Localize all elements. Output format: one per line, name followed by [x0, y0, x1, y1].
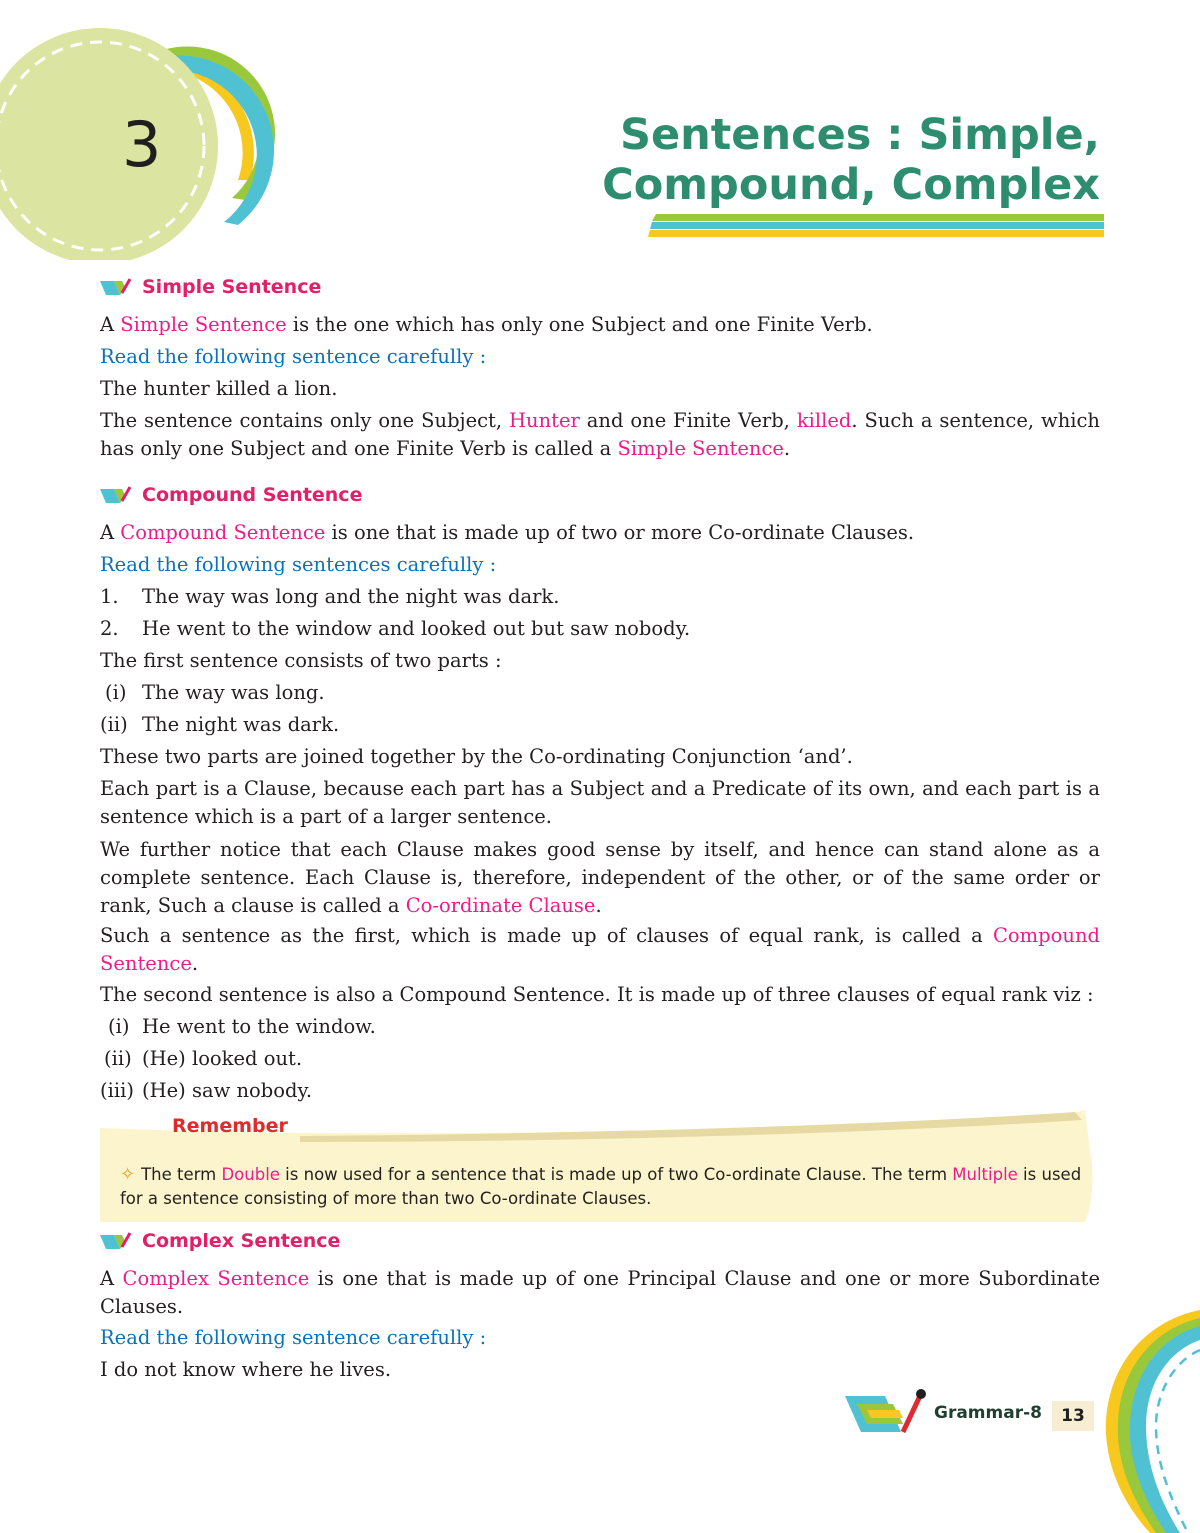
list-item: (i) The way was long. [105, 681, 325, 704]
compound-sentence-heading [100, 484, 362, 506]
complex-example: I do not know where he lives. [100, 1358, 392, 1381]
compound-instruction: Read the following sentences carefully : [100, 553, 497, 576]
simple-example: The hunter killed a lion. [100, 377, 338, 400]
list-item: 2. He went to the window and looked out but saw nobody. [100, 617, 691, 640]
pencil-chevron-icon [100, 1231, 134, 1251]
simple-instruction: Read the following sentence carefully : [100, 345, 487, 368]
chapter-title [602, 110, 1100, 210]
heading-label: Complex Sentence [142, 1230, 341, 1252]
footer-pencil-icon [845, 1388, 930, 1438]
such-text: Such a sentence as the first, which is made up of clauses of equal rank, is called a Compound Sentence. [100, 924, 1100, 975]
first-consists: The first sentence consists of two parts : [100, 649, 502, 672]
title-underline [648, 212, 1104, 238]
chapter-title-line2: Compound, Complex [602, 160, 1100, 210]
page-number: 13 [1052, 1401, 1094, 1431]
complex-instruction: Read the following sentence carefully : [100, 1326, 487, 1349]
diamond-bullet-icon: ✧ [120, 1164, 136, 1185]
list-item: 1. The way was long and the night was dark. [100, 585, 560, 608]
further-text: We further notice that each Clause makes good sense by itself, and hence can stand alone as a complete sentence. Each Clause is, therefore, independent of the other, or of the same order or rank, Such a clause is called a Co-ordinate Clause. [100, 838, 1100, 917]
simple-sentence-heading [100, 276, 321, 298]
chapter-title-line1: Sentences : Simple, [620, 110, 1100, 160]
compound-definition: A Compound Sentence is one that is made up of two or more Co-ordinate Clauses. [100, 521, 915, 544]
pencil-chevron-icon [100, 277, 134, 297]
list-item: (ii) The night was dark. [100, 713, 340, 736]
list-item: (iii) (He) saw nobody. [100, 1079, 313, 1102]
each-part-text: Each part is a Clause, because each part has a Subject and a Predicate of its own, and each part is a sentence which is a part of a larger sentence. [100, 777, 1100, 828]
list-item: (i) He went to the window. [108, 1015, 376, 1038]
remember-label: Remember [172, 1115, 288, 1137]
joined-text: These two parts are joined together by the Co-ordinating Conjunction ‘and’. [100, 745, 853, 768]
key-term: Simple Sentence [120, 313, 287, 336]
second-text: The second sentence is also a Compound Sentence. It is made up of three clauses of equal rank viz : [100, 983, 1094, 1006]
heading-label: Simple Sentence [142, 276, 322, 298]
complex-sentence-heading [100, 1230, 340, 1252]
pencil-chevron-icon [100, 485, 134, 505]
footer-label: Grammar-8 [934, 1403, 1042, 1423]
heading-label: Compound Sentence [142, 484, 363, 506]
complex-definition: A Complex Sentence is one that is made up of one Principal Clause and one or more Subordinate Clauses. [100, 1267, 1101, 1318]
simple-explanation: The sentence contains only one Subject, Hunter and one Finite Verb, killed. Such a sentence, which has only one Subject and one Finite Verb is called a Simple Sentence. [100, 409, 1100, 460]
chapter-number: 3 [122, 108, 162, 181]
corner-decoration [1090, 1310, 1200, 1533]
list-item: (ii) (He) looked out. [104, 1047, 303, 1070]
simple-definition: A Simple Sentence is the one which has only one Subject and one Finite Verb. [100, 313, 873, 336]
remember-text: ✧ The term Double is now used for a sentence that is made up of two Co-ordinate Clause. The term Multiple is used for a sentence consisting of more than two Co-ordinate Clauses. [120, 1164, 1082, 1208]
